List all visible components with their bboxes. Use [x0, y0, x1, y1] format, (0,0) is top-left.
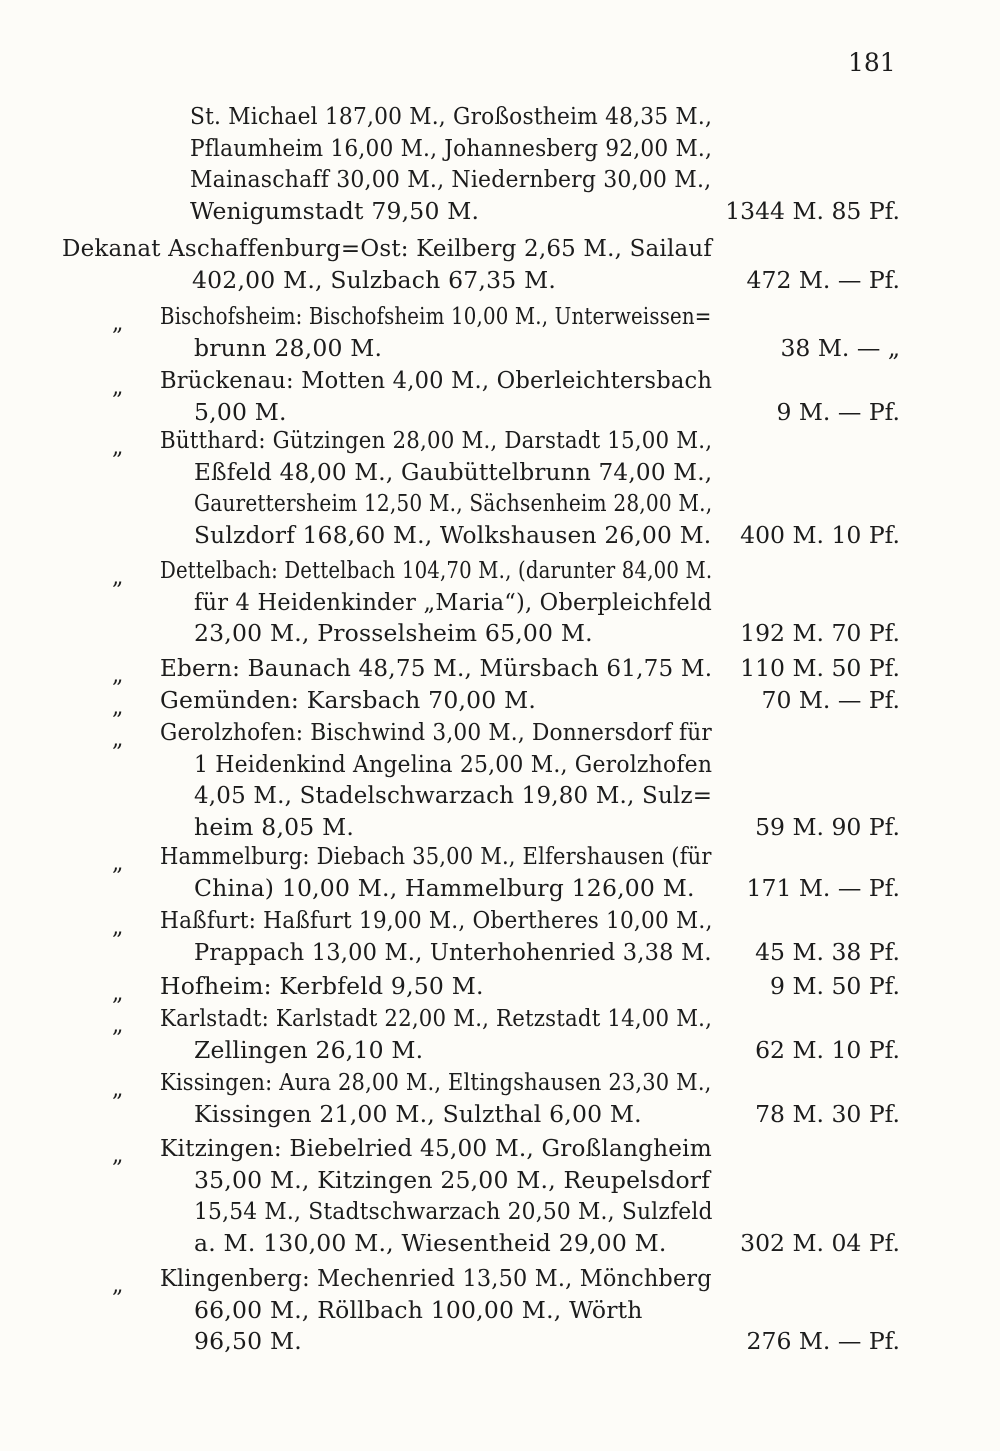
entry-line: a. M. 130,00 M., Wiesentheid 29,00 M.	[194, 1228, 667, 1257]
entry-line: Hofheim: Kerbfeld 9,50 M.	[160, 972, 484, 1000]
entry-line: 23,00 M., Prosselsheim 65,00 M.	[194, 619, 593, 647]
entry-line: Klingenberg: Mechenried 13,50 M., Mönchberg	[160, 1264, 712, 1292]
ditto-mark: „	[112, 375, 124, 400]
ditto-mark: „	[112, 1077, 124, 1102]
entry-line: Brückenau: Motten 4,00 M., Oberleichtersbach	[160, 366, 713, 394]
entry-line: Bischofsheim: Bischofsheim 10,00 M., Unterweissen=	[160, 302, 712, 330]
entry-amount: 9 M. 50 Pf.	[770, 972, 900, 1000]
ditto-mark: „	[112, 1013, 124, 1038]
entry-line: China) 10,00 M., Hammelburg 126,00 M.	[194, 873, 695, 902]
entry-line: Dettelbach: Dettelbach 104,70 M., (darunter 84,00 M.	[160, 556, 713, 584]
ditto-mark: „	[112, 981, 124, 1006]
entry-line: Wenigumstadt 79,50 M.	[190, 196, 480, 225]
ditto-mark: „	[112, 565, 124, 590]
entry-line: Hammelburg: Diebach 35,00 M., Elfershausen (für	[160, 842, 712, 870]
entry-amount: 192 M. 70 Pf.	[740, 619, 900, 647]
ditto-mark: „	[112, 915, 124, 940]
ditto-mark: „	[112, 1273, 124, 1298]
entry-line: 35,00 M., Kitzingen 25,00 M., Reupelsdorf	[194, 1165, 711, 1194]
entry-amount: 59 M. 90 Pf.	[755, 812, 900, 841]
entry-line: 1 Heidenkind Angelina 25,00 M., Gerolzhofen	[194, 749, 713, 778]
entry-line: 15,54 M., Stadtschwarzach 20,50 M., Sulzfeld	[194, 1197, 713, 1225]
entry-amount: 1344 M. 85 Pf.	[725, 196, 900, 225]
entry-amount: 78 M. 30 Pf.	[755, 1099, 900, 1128]
entry-line: Bütthard: Gützingen 28,00 M., Darstadt 15,00 M.,	[160, 426, 713, 454]
entry-amount: 400 M. 10 Pf.	[740, 520, 900, 549]
entry-line: Dekanat Aschaffenburg=Ost: Keilberg 2,65 M., Sailauf	[62, 234, 713, 262]
entry-line: St. Michael 187,00 M., Großostheim 48,35 M.,	[190, 102, 713, 130]
ditto-mark: „	[112, 1143, 124, 1168]
ditto-mark: „	[112, 435, 124, 460]
entry-line: Haßfurt: Haßfurt 19,00 M., Obertheres 10,00 M.,	[160, 906, 713, 934]
ditto-mark: „	[112, 311, 124, 336]
entry-amount: 70 M. — Pf.	[761, 686, 900, 714]
entry-line: 5,00 M.	[194, 397, 287, 426]
entry-line: 4,05 M., Stadelschwarzach 19,80 M., Sulz=	[194, 781, 713, 809]
entry-line: Prappach 13,00 M., Unterhohenried 3,38 M.	[194, 937, 712, 966]
entry-amount: 62 M. 10 Pf.	[755, 1035, 900, 1064]
ditto-mark: „	[112, 851, 124, 876]
entry-amount: 38 M. — „	[780, 333, 900, 362]
entry-line: Kitzingen: Biebelried 45,00 M., Großlangheim	[160, 1134, 712, 1162]
entry-line: Kissingen: Aura 28,00 M., Eltingshausen 23,30 M.,	[160, 1068, 712, 1096]
entry-amount: 302 M. 04 Pf.	[740, 1228, 900, 1257]
entry-line: Eßfeld 48,00 M., Gaubüttelbrunn 74,00 M.,	[194, 457, 713, 486]
ditto-mark: „	[112, 695, 124, 720]
entry-amount: 110 M. 50 Pf.	[740, 654, 900, 682]
entry-line: Mainaschaff 30,00 M., Niedernberg 30,00 M.,	[190, 165, 712, 193]
entry-line: heim 8,05 M.	[194, 812, 355, 841]
entry-line: 96,50 M.	[194, 1327, 302, 1355]
entry-amount: 9 M. — Pf.	[776, 397, 900, 426]
ditto-mark: „	[112, 727, 124, 752]
entry-line: 402,00 M., Sulzbach 67,35 M.	[192, 265, 556, 294]
entry-line: Karlstadt: Karlstadt 22,00 M., Retzstadt 14,00 M.,	[160, 1004, 713, 1032]
entry-line: Sulzdorf 168,60 M., Wolkshausen 26,00 M.	[194, 520, 712, 549]
entry-line: Pflaumheim 16,00 M., Johannesberg 92,00 M.,	[190, 133, 713, 162]
entry-line: 66,00 M., Röllbach 100,00 M., Wörth	[194, 1295, 643, 1324]
entry-line: Ebern: Baunach 48,75 M., Mürsbach 61,75 M.	[160, 654, 713, 682]
entry-amount: 171 M. — Pf.	[746, 873, 900, 902]
entry-line: brunn 28,00 M.	[194, 333, 383, 362]
entry-amount: 276 M. — Pf.	[746, 1327, 900, 1355]
entry-amount: 472 M. — Pf.	[746, 265, 900, 294]
page-number: 181	[848, 48, 896, 77]
entry-amount: 45 M. 38 Pf.	[755, 937, 900, 966]
entry-line: Gemünden: Karsbach 70,00 M.	[160, 686, 537, 714]
entry-line: Zellingen 26,10 M.	[194, 1035, 424, 1064]
entry-line: Gerolzhofen: Bischwind 3,00 M., Donnersdorf für	[160, 718, 712, 746]
entry-line: Kissingen 21,00 M., Sulzthal 6,00 M.	[194, 1099, 642, 1128]
entry-line: für 4 Heidenkinder „Maria“), Oberpleichfeld	[194, 587, 712, 616]
ditto-mark: „	[112, 663, 124, 688]
entry-line: Gaurettersheim 12,50 M., Sächsenheim 28,00 M.,	[194, 489, 713, 517]
